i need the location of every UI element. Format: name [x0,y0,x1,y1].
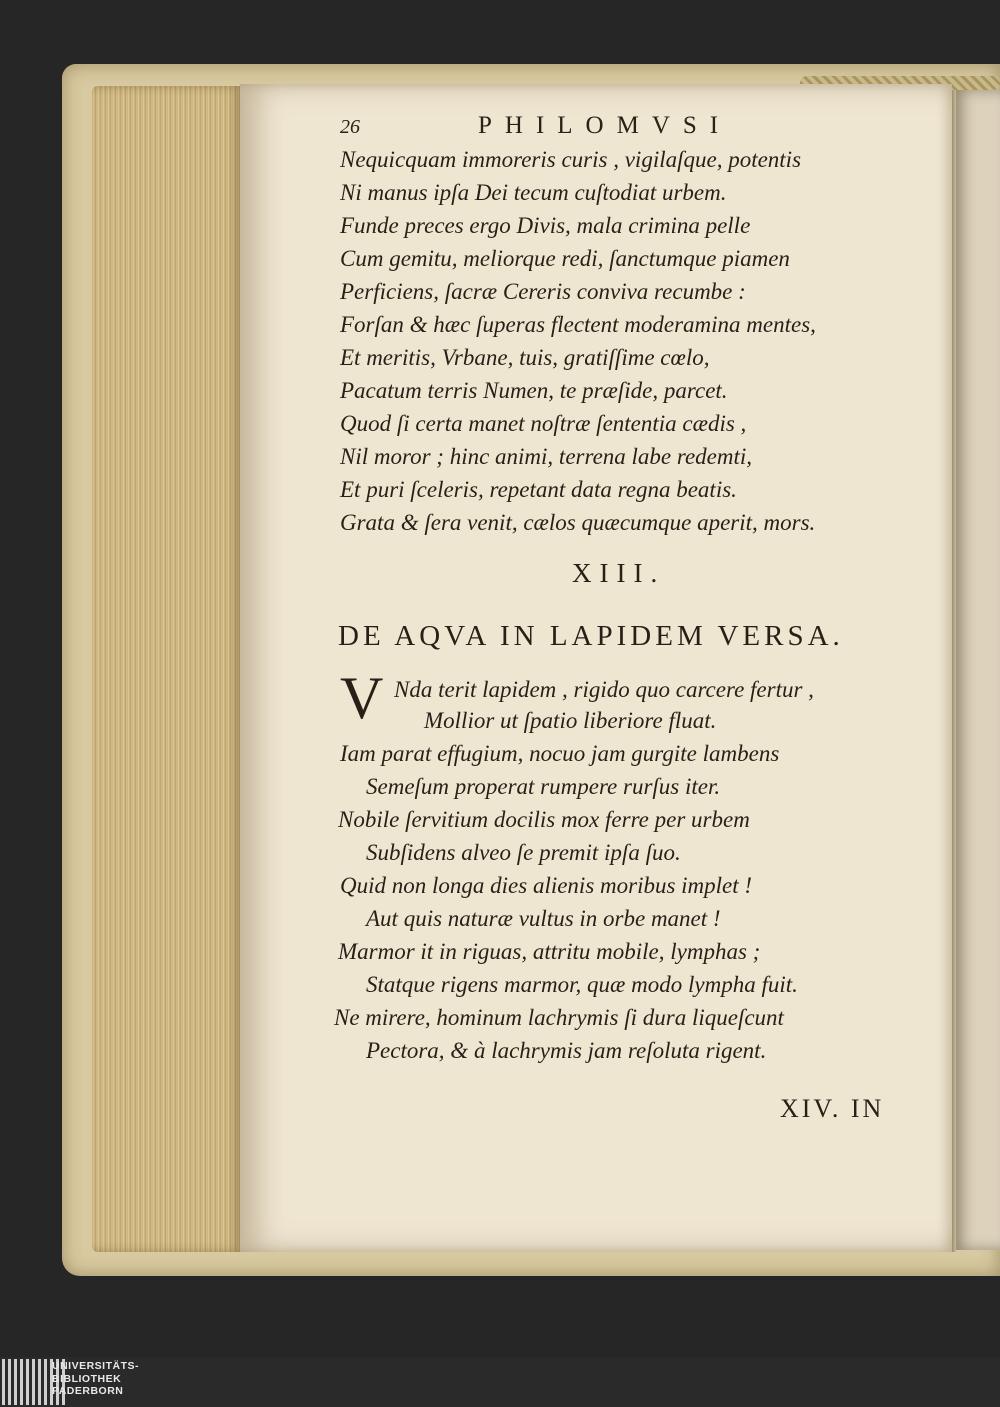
verse-line: Et meritis, Vrbane, tuis, gratiſſime cœlo, [340,345,710,370]
verse-line: Nequicquam immoreris curis , vigilaſque, potentis [340,147,802,172]
verse-line: Forſan & hæc ſuperas flectent moderamina mentes, [340,312,816,337]
adjacent-page [952,90,1000,1250]
verse-line: Semeſum properat rumpere rurſus iter. [366,774,721,799]
catchword: XIV. IN [780,1094,885,1123]
verse-line: Marmor it in riguas, attritu mobile, lymphas ; [338,939,761,964]
logo-line: BIBLIOTHEK [52,1372,122,1385]
drop-cap: V [340,665,384,731]
verse-line: Iam parat effugium, nocuo jam gurgite lambens [340,741,780,766]
logo-line: UNIVERSITÄTS- [52,1360,140,1372]
verse-line: Pectora, & à lachrymis jam reſoluta rigent. [366,1038,767,1063]
page-header [340,112,810,144]
verse-line: Pacatum terris Numen, te præſide, parcet. [340,378,728,403]
page-number: 26 [340,116,360,138]
verse-line: Et puri ſceleris, repetant data regna beatis. [340,477,737,502]
verse-line: Subſidens alveo ſe premit ipſa ſuo. [366,840,681,865]
verse-line: Quid non longa dies alienis moribus implet ! [340,873,753,898]
logo-line: PADERBORN [52,1385,124,1397]
verse-line: Ne mirere, hominum lachrymis ſi dura liqueſcunt [334,1005,784,1030]
verse-line: Perficiens, ſacræ Cereris conviva recumbe : [340,279,746,304]
verse-line: Mollior ut ſpatio liberiore fluat. [424,708,717,733]
section-title: DE AQVA IN LAPIDEM VERSA. [338,620,844,652]
verse-line: Cum gemitu, meliorque redi, ſanctumque piamen [340,246,790,271]
verse-line: Quod ſi certa manet noſtræ ſententia cædis , [340,411,747,436]
verse-line: Nobile ſervitium docilis mox ferre per urbem [338,807,750,832]
running-head: PHILOMVSI [478,112,732,139]
verse-line: Statque rigens marmor, quæ modo lympha fuit. [366,972,798,997]
page-fore-edge [92,86,242,1252]
verse-line: Ni manus ipſa Dei tecum cuſtodiat urbem. [340,180,727,205]
verse-line: Aut quis naturæ vultus in orbe manet ! [366,906,721,931]
verse-line: Funde preces ergo Divis, mala crimina pelle [340,213,751,238]
section-numeral: XIII. [572,558,666,588]
verse-line: Nil moror ; hinc animi, terrena labe redemti, [340,444,753,469]
footer-bar [0,1357,1000,1407]
verse-line: Grata & ſera venit, cælos quæcumque aperit, mors. [340,510,816,535]
library-logo-text [52,1360,139,1398]
verse-line: Nda terit lapidem , rigido quo carcere fertur , [394,677,814,702]
